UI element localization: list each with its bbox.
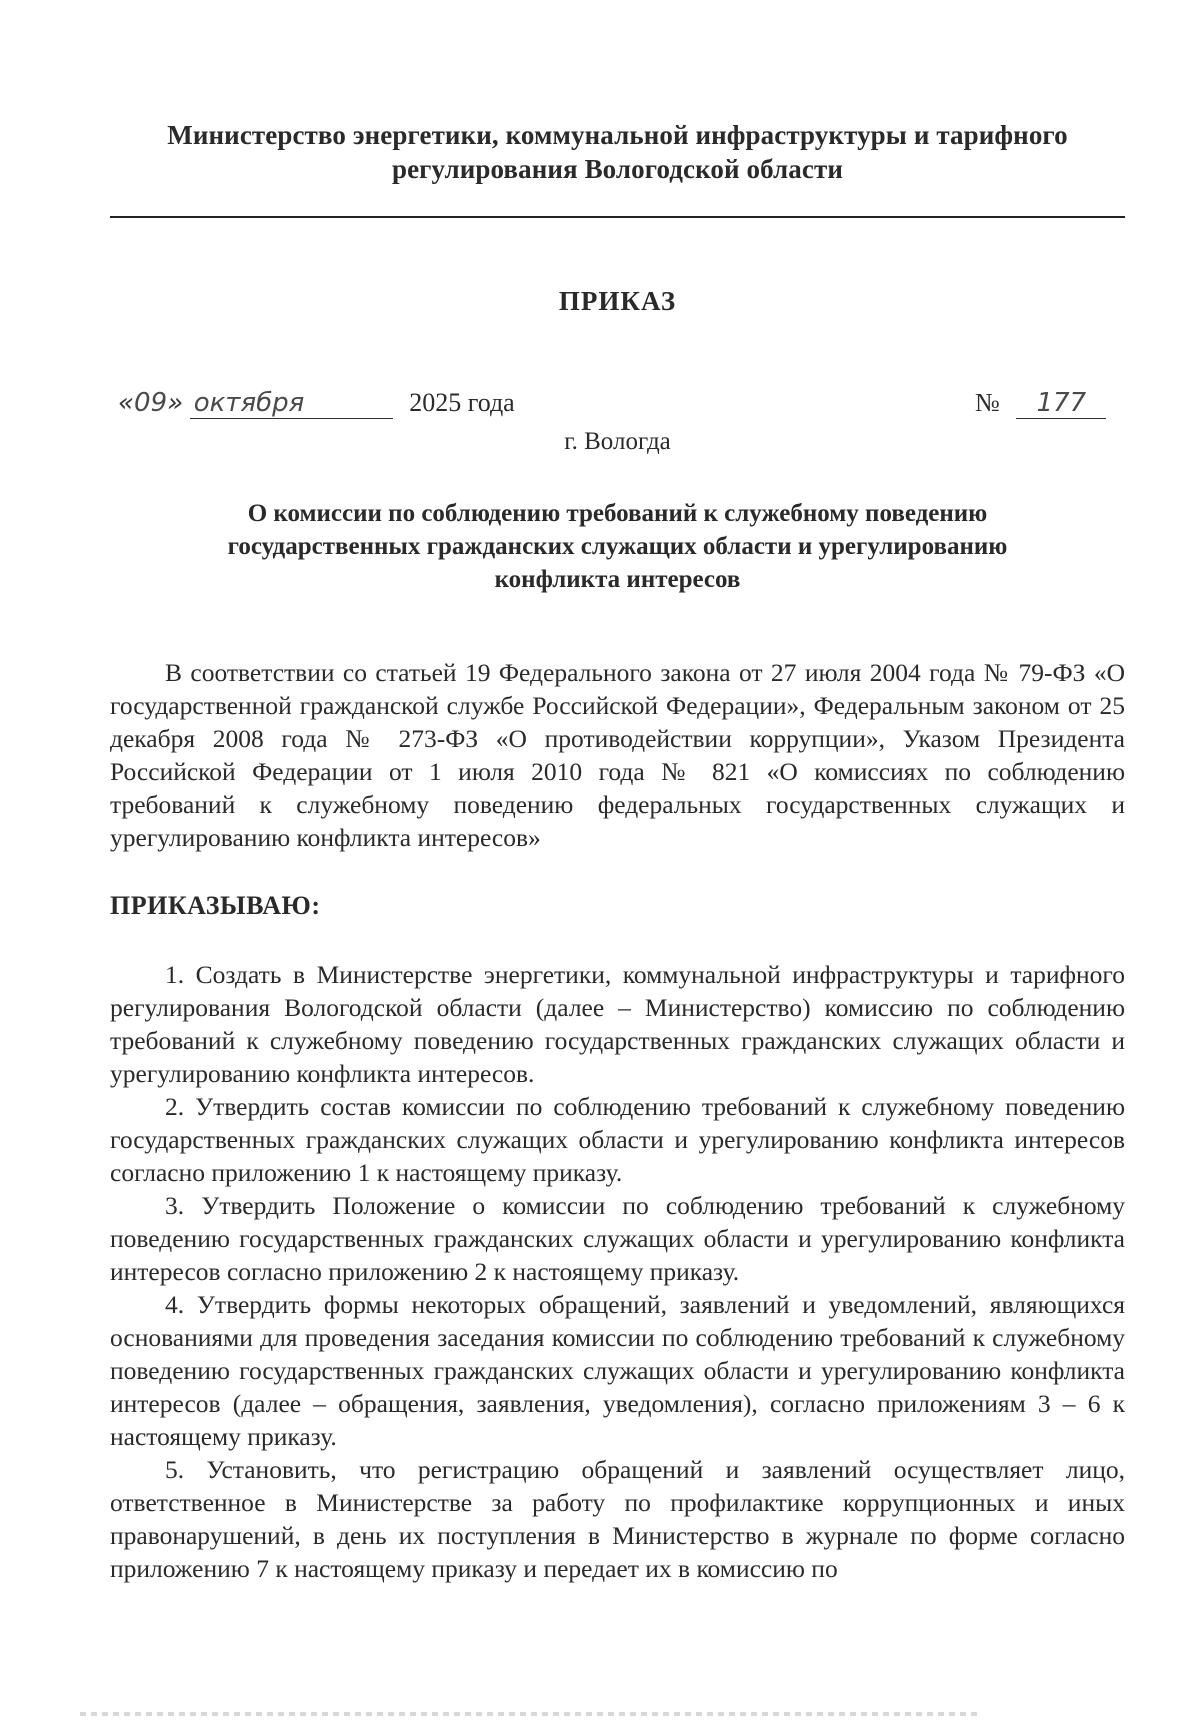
date-day: 09 [134,388,168,418]
date-open-quote: « [118,388,135,418]
preamble-paragraph: В соответствии со статьей 19 Федерального закона от 27 июля 2004 года № 79-ФЗ «О государственной гражданской службе Российской Федерации», Федеральным законом от 25 декабря 2008 года № 273-ФЗ «О противодействии коррупции», Указом Президента Российской Федерации от 1 июля 2010 года № 821 «О комиссиях по соблюдению требований к служебному поведению федеральных государственных служащих и урегулированию конфликта интересов» [110,658,1125,852]
order-item-1: 1. Создать в Министерстве энергетики, коммунальной инфраструктуры и тарифного регулирования Вологодской области (далее – Министерство) комиссию по соблюдению требований к служебному поведению государственных гражданских служащих области и урегулированию конфликта интересов. [110,960,1125,1088]
order-items [110,958,1125,1585]
order-date [118,388,515,419]
city: г. Вологда [564,428,671,455]
scan-artifact [80,1712,980,1716]
date-month: октября [190,388,393,419]
order-item-3: 3. Утвердить Положение о комиссии по соблюдению требований к служебному поведению государственных гражданских служащих области и урегулированию конфликта интересов согласно приложению 2 к настоящему приказу. [110,1191,1125,1286]
subject-line-1: О комиссии по соблюдению требований к служебному поведению [247,500,988,527]
date-close-quote: » [167,388,184,418]
ministry-header [110,118,1125,186]
date-year: 2025 года [409,388,515,417]
ministry-line-1: Министерство энергетики, коммунальной инфраструктуры и тарифного [167,120,1068,150]
number-value: 177 [1016,388,1106,419]
subject-line-2: государственных гражданских служащих области и урегулированию [227,533,1008,560]
document-title: ПРИКАЗ [558,286,677,316]
ministry-line-2: регулирования Вологодской области [391,154,844,184]
order-subject [150,497,1085,596]
order-item-5: 5. Установить, что регистрацию обращений и заявлений осуществляет лицо, ответственное в Министерстве за работу по профилактике коррупционных и иных правонарушений, в день их поступления в Министерство в журнале по форме согласно приложению 7 к настоящему приказу и передает их в комиссию по [110,1455,1125,1583]
order-directive: ПРИКАЗЫВАЮ: [110,891,321,920]
header-divider [110,216,1125,218]
order-item-4: 4. Утвердить формы некоторых обращений, заявлений и уведомлений, являющихся основаниями для проведения заседания комиссии по соблюдению требований к служебному поведению государственных гражданских служащих области и урегулированию конфликта интересов (далее – обращения, заявления, уведомления), согласно приложениям 3 – 6 к настоящему приказу. [110,1290,1125,1451]
subject-line-3: конфликта интересов [494,566,741,593]
number-sign: № [975,388,1000,417]
order-number [975,388,1106,419]
order-item-2: 2. Утвердить состав комиссии по соблюдению требований к служебному поведению государственных гражданских служащих области и урегулированию конфликта интересов согласно приложению 1 к настоящему приказу. [110,1092,1125,1187]
